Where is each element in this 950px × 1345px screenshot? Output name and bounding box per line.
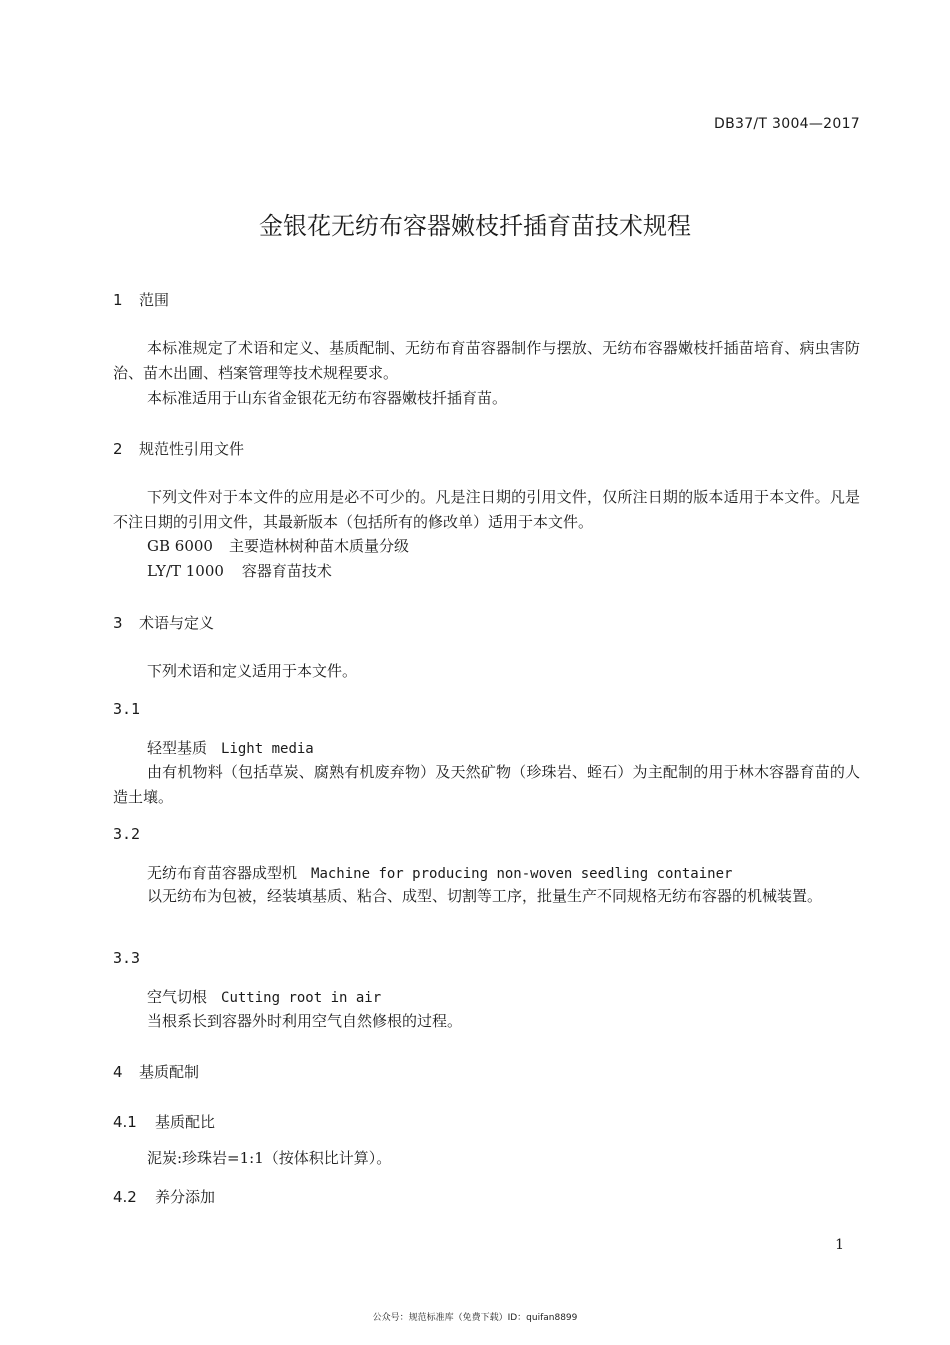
section-2-heading	[113, 438, 244, 459]
section-number: 2	[113, 440, 123, 458]
page-number: 1	[835, 1237, 844, 1253]
section-3-heading	[113, 612, 214, 633]
section-title: 术语与定义	[139, 614, 215, 632]
section-1-heading	[113, 289, 169, 310]
term-english: Light media	[221, 741, 314, 757]
subsection-title: 基质配比	[155, 1113, 216, 1131]
term-number: 3.3	[113, 949, 141, 967]
subsection-title: 养分添加	[155, 1188, 216, 1206]
reference-code: LY/T 1000	[147, 562, 224, 580]
section-title: 规范性引用文件	[139, 440, 245, 458]
reference-item	[147, 560, 332, 581]
term-definition: 以无纺布为包被，经装填基质、粘合、成型、切割等工序，批量生产不同规格无纺布容器的机械装置。	[147, 887, 823, 905]
subsection-4-1-heading	[113, 1111, 215, 1132]
standard-code: DB37/T 3004—2017	[714, 116, 860, 132]
section-1-paragraph-1: 本标准规定了术语和定义、基质配制、无纺布育苗容器制作与摆放、无纺布容器嫩枝扦插苗培育、病虫害防治、苗木出圃、档案管理等技术规程要求。	[113, 339, 860, 382]
document-title: 金银花无纺布容器嫩枝扦插育苗技术规程	[259, 212, 691, 240]
subsection-4-2-heading	[113, 1186, 215, 1207]
section-1-paragraph-2: 本标准适用于山东省金银花无纺布容器嫩枝扦插育苗。	[147, 389, 508, 407]
footer-watermark-text: 公众号：规范标准库（免费下载）ID：quifan8899	[372, 1313, 578, 1323]
term-heading	[147, 862, 732, 883]
section-4-heading	[113, 1061, 199, 1082]
reference-item	[147, 535, 409, 556]
section-2-paragraph-1: 下列文件对于本文件的应用是必不可少的。凡是注日期的引用文件，仅所注日期的版本适用于本文件。凡是不注日期的引用文件，其最新版本（包括所有的修改单）适用于本文件。	[113, 488, 860, 531]
term-chinese: 空气切根	[147, 988, 208, 1006]
term-definition: 当根系长到容器外时利用空气自然修根的过程。	[147, 1012, 463, 1030]
term-english: Machine for producing non-woven seedling container	[311, 866, 733, 882]
term-heading	[147, 986, 381, 1007]
subsection-4-1-text: 泥炭:珍珠岩=1:1（按体积比计算）。	[147, 1149, 392, 1167]
subsection-number: 4.1	[113, 1113, 137, 1131]
term-definition: 由有机物料（包括草炭、腐熟有机废弃物）及天然矿物（珍珠岩、蛭石）为主配制的用于林木容器育苗的人造土壤。	[113, 763, 860, 806]
reference-code: GB 6000	[147, 537, 213, 555]
reference-name: 容器育苗技术	[241, 562, 332, 580]
section-number: 1	[113, 291, 123, 309]
term-number: 3.2	[113, 825, 141, 843]
section-title: 基质配制	[139, 1063, 200, 1081]
reference-name: 主要造林树种苗木质量分级	[228, 537, 409, 555]
section-number: 3	[113, 614, 123, 632]
section-number: 4	[113, 1063, 123, 1081]
term-heading	[147, 737, 314, 758]
section-title: 范围	[139, 291, 170, 309]
term-chinese: 轻型基质	[147, 739, 208, 757]
term-english: Cutting root in air	[221, 990, 382, 1006]
term-number: 3.1	[113, 700, 141, 718]
section-3-intro: 下列术语和定义适用于本文件。	[147, 662, 358, 680]
term-chinese: 无纺布育苗容器成型机	[147, 864, 298, 882]
subsection-number: 4.2	[113, 1188, 137, 1206]
